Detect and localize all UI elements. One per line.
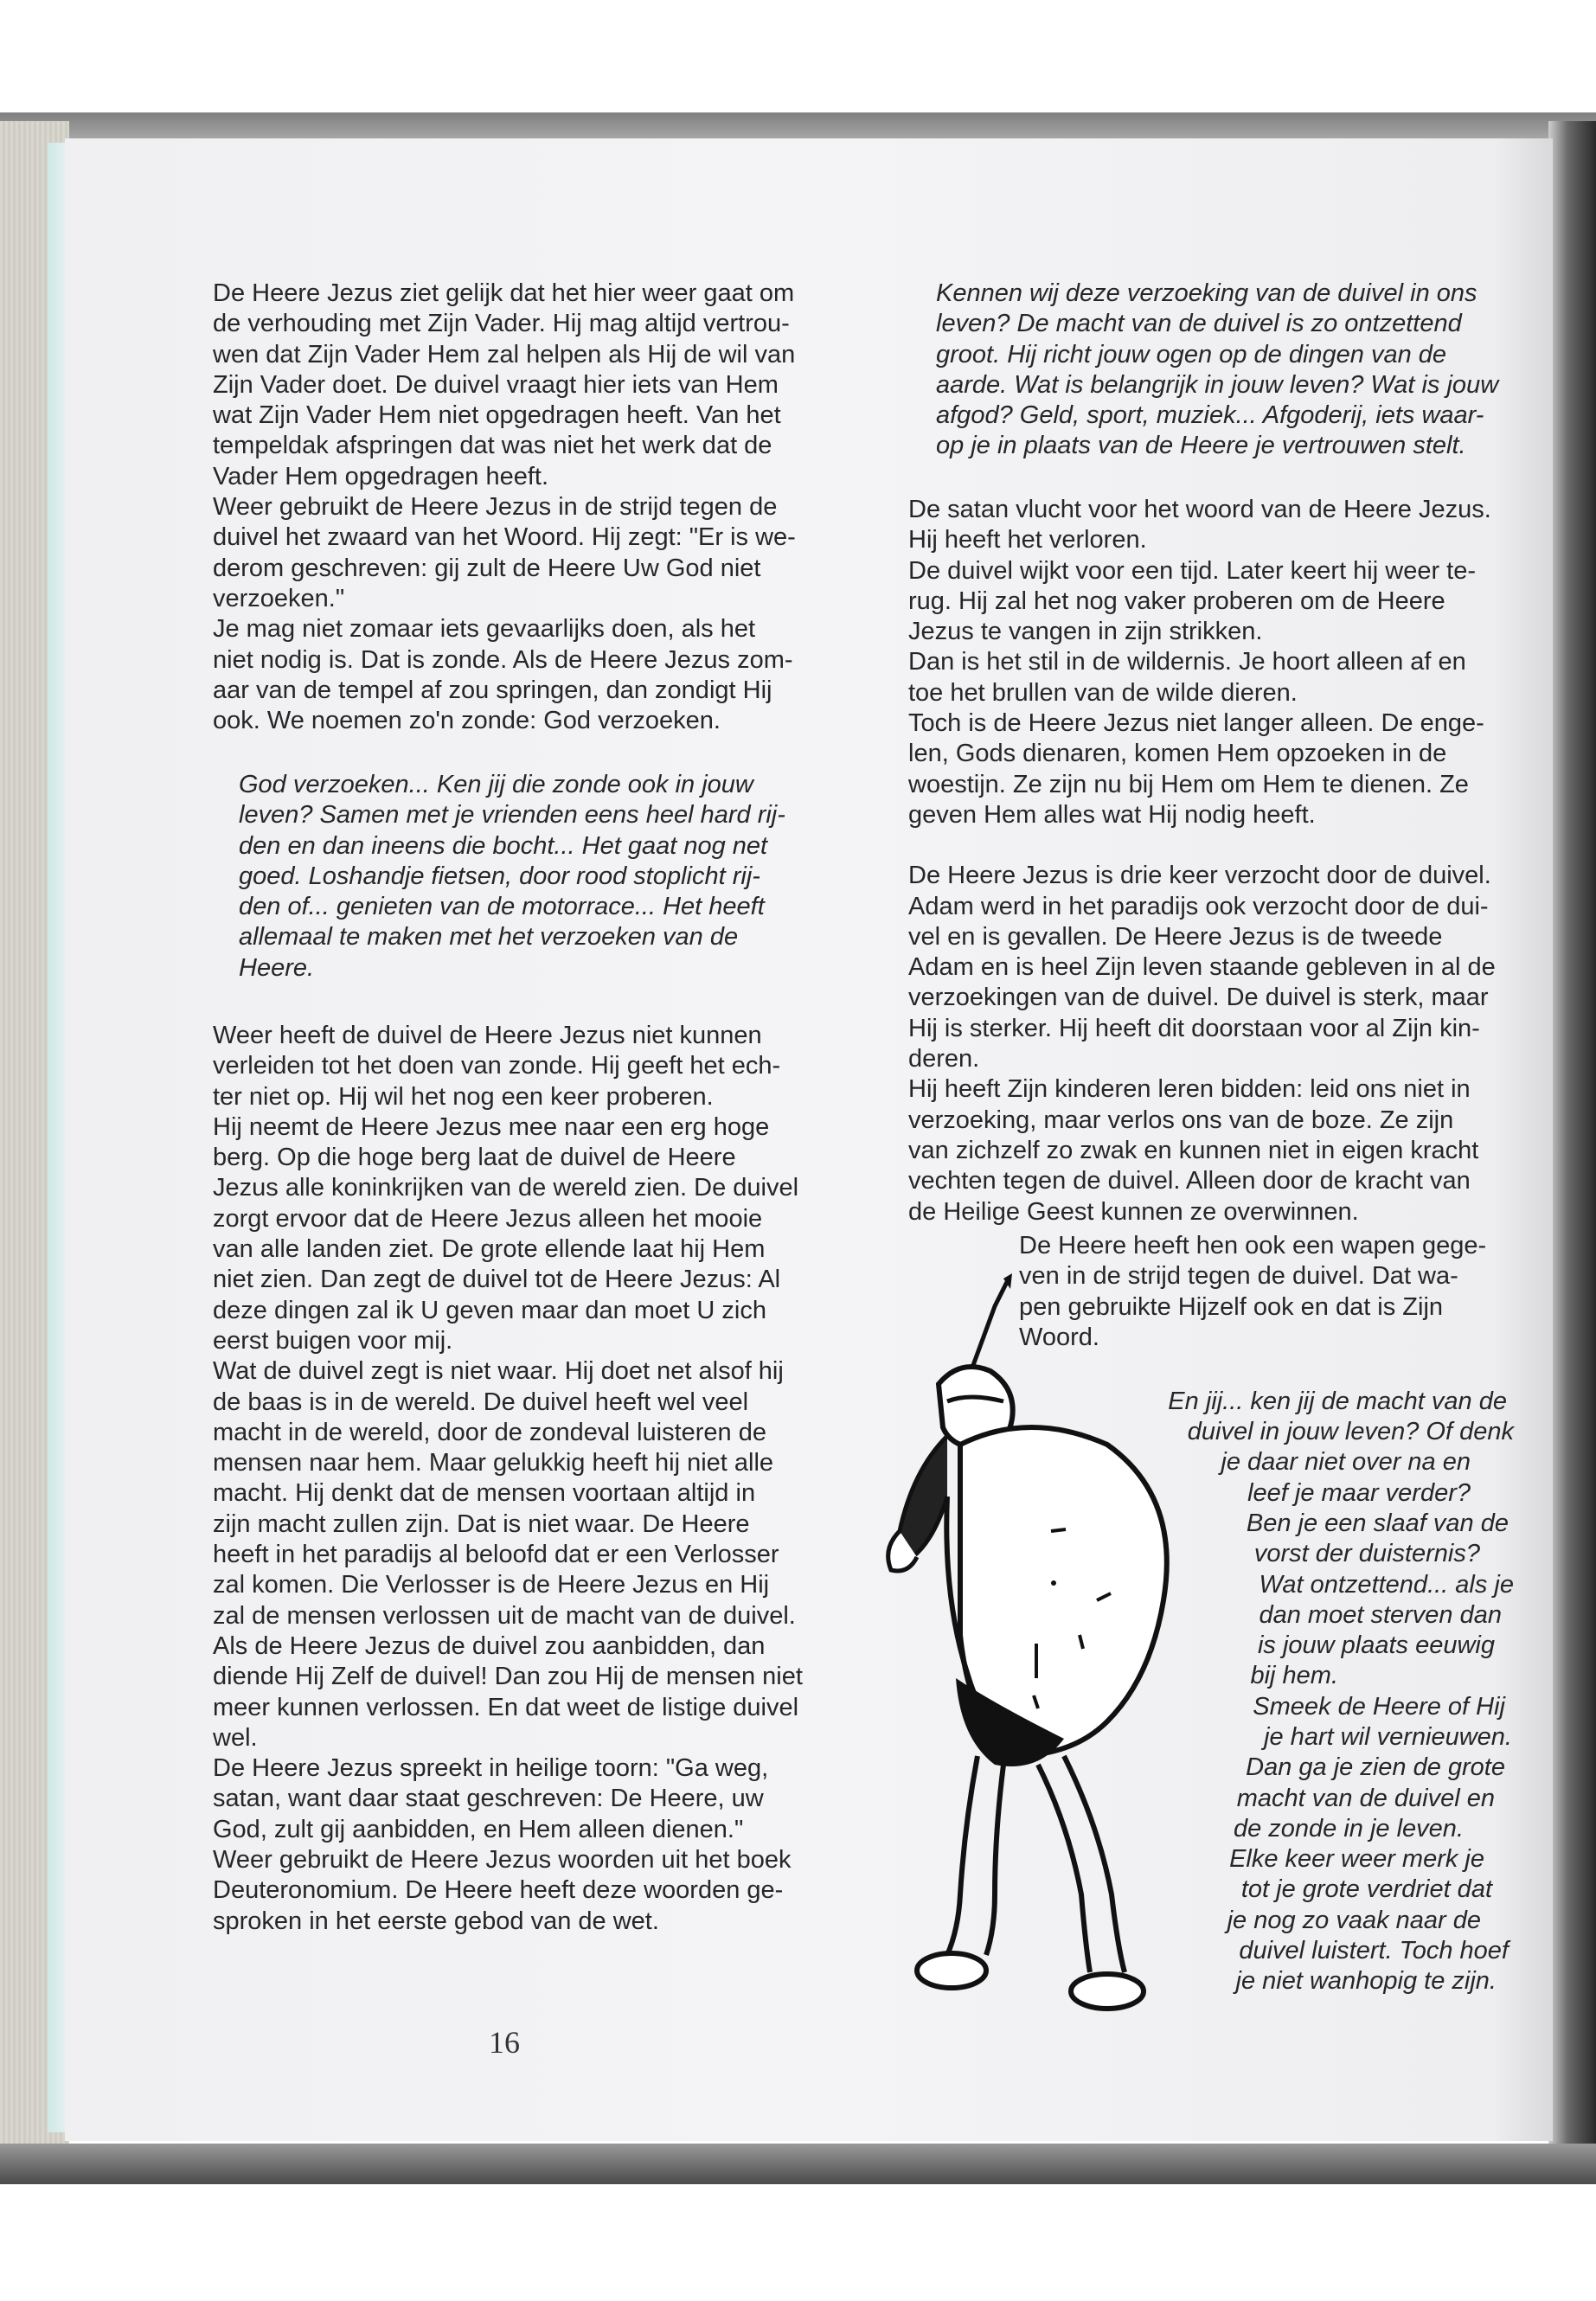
paragraph: Hij neemt de Heere Jezus mee naar een erg hoge berg. Op die hoge berg laat de duivel de Heere Jezus alle koninkrijken van de wereld zien. De duivel zorgt ervoor dat de Heere Jezus alleen het mooie van alle landen ziet. De grote ellende laat hij Hem niet zien. Dan zegt de duivel tot de Heere Jezus: Al deze dingen zal ik U geven maar dan moet U zich eerst buigen voor mij. — [213, 1112, 799, 1355]
paragraph: Weer gebruikt de Heere Jezus in de strijd tegen de duivel het zwaard van het Woord. Hij zegt: "Er is we- derom geschreven: gij zult de Heere Uw God niet verzoeken." — [213, 493, 796, 612]
paragraph: Toch is de Heere Jezus niet langer alleen. De enge- len, Gods dienaren, komen Hem opzoeken in de woestijn. Ze zijn nu bij Hem om Hem te dienen. Ze geven Hem alles wat Hij nodig heeft. — [908, 709, 1484, 829]
paragraph: De Heere Jezus ziet gelijk dat het hier weer gaat om de verhouding met Zijn Vader. Hij mag altijd vertrou- wen dat Zijn Vader Hem zal helpen als Hij de wil van Zijn Vader doet. De duivel vraagt hier iets van Hem wat Zijn Vader Hem niet opgedragen heeft. Van het tempeldak afspringen dat was niet het werk dat de Vader Hem opgedragen heeft. — [213, 279, 796, 490]
paragraph: De Heere Jezus spreekt in heilige toorn: "Ga weg, satan, want daar staat geschreven: De Heere, uw God, zult gij aanbidden, en Hem alleen dienen." — [213, 1754, 769, 1843]
page-edge — [48, 143, 67, 2132]
closing-note-line: Dan ga je zien de grote — [1246, 1753, 1505, 1781]
closing-note-line: Wat ontzettend... als je — [1259, 1571, 1514, 1599]
reflection-note-afgod: Kennen wij deze verzoeking van de duivel in ons leven? De macht van de duivel is zo ontzettend groot. Hij richt jouw ogen op de dingen van de aarde. Wat is belangrijk in jouw leven? Wat is jouw afgod? Geld, sport, muziek... Afgoderij, iets waar- op je in plaats van de Heere je vertrouwen stelt. — [936, 279, 1499, 460]
closing-note-line: de zonde in je leven. — [1233, 1815, 1464, 1843]
book-cover-right-edge — [1548, 121, 1596, 2145]
book-cover-top-edge — [0, 112, 1596, 138]
paragraph: Je mag niet zomaar iets gevaarlijks doen, als het niet nodig is. Dat is zonde. Als de Heere Jezus zom- aar van de tempel af zou springen, dan zondigt Hij ook. We noemen zo'n zonde: God verzoeken. — [213, 615, 793, 735]
paragraph: De duivel wijkt voor een tijd. Later keert hij weer te- rug. Hij zal het nog vaker proberen om de Heere Jezus te vangen in zijn strikken. — [908, 556, 1477, 646]
book-cover-bottom-edge — [0, 2144, 1596, 2184]
reflection-note-god-verzoeken: God verzoeken... Ken jij die zonde ook in jouw leven? Samen met je vrienden eens heel hard rij- den en dan ineens die bocht... Het gaat nog net goed. Loshandje fietsen, door rood stoplicht rij- den of... genieten van de motorrace... Het heeft allemaal te maken met het verzoeken van de Heere. — [239, 771, 785, 982]
left-column — [213, 279, 836, 736]
closing-note-line: tot je grote verdriet dat — [1240, 1875, 1492, 1903]
paragraph: De satan vlucht voor het woord van de Heere Jezus. Hij heeft het verloren. — [908, 496, 1491, 554]
paragraph: Hij heeft Zijn kinderen leren bidden: leid ons niet in verzoeking, maar verlos ons van de boze. Ze zijn van zichzelf zo zwak en kunnen niet in eigen kracht vechten tegen de duivel. Alleen door de kracht van de Heilige Geest kunnen ze overwinnen. — [908, 1075, 1479, 1226]
closing-note-line: Ben je een slaaf van de — [1246, 1509, 1509, 1537]
closing-note-line: macht van de duivel en — [1236, 1785, 1495, 1812]
paragraph: De Heere Jezus is drie keer verzocht door de duivel. Adam werd in het paradijs ook verzocht door de dui- vel en is gevallen. De Heere Jezus is de tweede Adam en is heel Zijn leven staande gebleven in al de verzoekingen van de duivel. De duivel is sterk, maar Hij is sterker. Hij heeft dit doorstaan voor al Zijn kin- deren. — [908, 862, 1496, 1074]
page-number: 16 — [489, 2025, 520, 2060]
armored-figure-with-shield-icon — [865, 1272, 1176, 2024]
closing-note-line: je niet wanhopig te zijn. — [1235, 1967, 1497, 1995]
paragraph: Weer gebruikt de Heere Jezus woorden uit het boek Deuteronomium. De Heere heeft deze woorden ge- sproken in het eerste gebod van de wet. — [213, 1846, 792, 1935]
paragraph: Dan is het stil in de wildernis. Je hoort alleen af en toe het brullen van de wilde dieren. — [908, 648, 1466, 707]
closing-note-line: je nog zo vaak naar de — [1227, 1907, 1481, 1934]
closing-note-line: je hart wil vernieuwen. — [1264, 1723, 1512, 1751]
closing-note-line: Smeek de Heere of Hij — [1253, 1693, 1505, 1721]
paragraph-gap — [908, 830, 1531, 861]
right-column — [908, 495, 1531, 1227]
closing-note-line: En jij... ken jij de macht van de — [1168, 1388, 1507, 1415]
closing-note-line: duivel luistert. Toch hoef — [1239, 1937, 1509, 1965]
closing-note-line: dan moet sterven dan — [1259, 1601, 1502, 1629]
scan-background-bottom — [0, 2184, 1596, 2301]
closing-note-line: leef je maar verder? — [1247, 1479, 1471, 1507]
closing-note-line: duivel in jouw leven? Of denk — [1187, 1418, 1514, 1445]
paragraph: Wat de duivel zegt is niet waar. Hij doet net alsof hij de baas is in de wereld. De duivel heeft wel veel macht in de wereld, door de zondeval luisteren de mensen naar hem. Maar gelukkig heeft hij niet alle macht. Hij denkt dat de mensen voortaan altijd in zijn macht zullen zijn. Dat is niet waar. De Heere heeft in het paradijs al beloofd dat er een Verlosser zal komen. Die Verlosser is de Heere Jezus en Hij zal de mensen verlossen uit de macht van de duivel. Als de Heere Jezus de duivel zou aanbidden, dan diende Hij Zelf de duivel! Dan zou Hij de mensen niet meer kunnen verlossen. En dat weet de listige duivel wel. — [213, 1357, 803, 1752]
closing-note-line: bij hem. — [1250, 1662, 1338, 1689]
paragraph: Weer heeft de duivel de Heere Jezus niet kunnen verleiden tot het doen van zonde. Hij geeft het ech- ter niet op. Hij wil het nog een keer proberen. — [213, 1022, 781, 1111]
paragraph-wapen: De Heere heeft hen ook een wapen gege- ven in de strijd tegen de duivel. Dat wa- pen gebruikte Hijzelf ook en dat is Zijn Woord. — [1019, 1232, 1487, 1351]
scan-background-top — [0, 0, 1596, 112]
left-column-continued — [213, 1021, 836, 1937]
closing-note-line: is jouw plaats eeuwig — [1257, 1631, 1495, 1659]
closing-note-line: vorst der duisternis? — [1253, 1540, 1480, 1567]
closing-note-line: je daar niet over na en — [1221, 1448, 1471, 1476]
closing-note-line: Elke keer weer merk je — [1229, 1845, 1484, 1873]
